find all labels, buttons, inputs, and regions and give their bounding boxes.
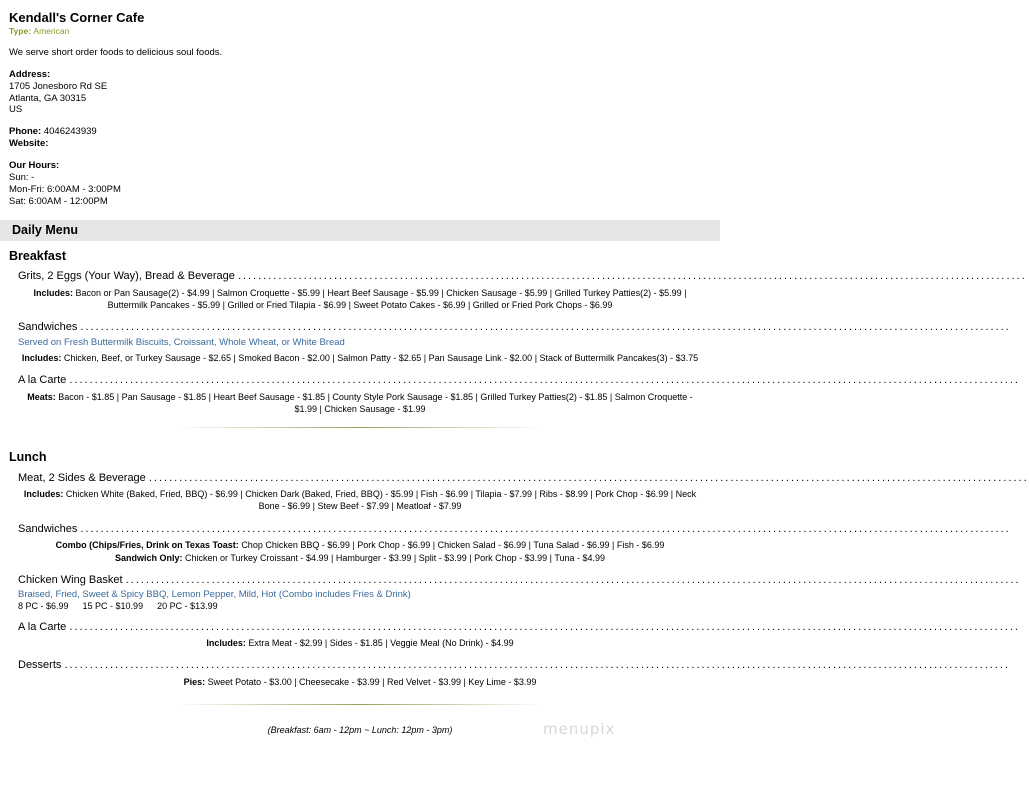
hours-label: Our Hours: [9, 160, 60, 171]
phone-number: 4046243939 [43, 126, 97, 138]
address-line1: 1705 Jonesboro Rd SE [9, 80, 108, 92]
divider [175, 427, 545, 428]
hours-sun: Sun: - [9, 171, 35, 183]
restaurant-description: We serve short order foods to delicious soul foods. [9, 46, 223, 58]
wing-price-20: 20 PC - $13.99 [157, 601, 218, 612]
wing-prices [18, 601, 711, 612]
address-line3: US [9, 104, 23, 116]
menu-page [9, 10, 1029, 737]
wing-price-8: 8 PC - $6.99 [18, 601, 69, 612]
hours-block [9, 160, 711, 208]
website-label: Website: [9, 138, 49, 150]
address-block [9, 69, 711, 117]
menu-item-subtitle: Braised, Fried, Sweet & Spicy BBQ, Lemon Pepper, Mild, Hot (Combo includes Fries & Drink) [18, 589, 411, 601]
service-hours-footer: (Breakfast: 6am - 12pm ~ Lunch: 12pm - 3pm) [267, 725, 453, 736]
contact-block [9, 126, 711, 150]
watermark-logo: menupix [543, 720, 616, 738]
hours-monfri: Mon-Fri: 6:00AM - 3:00PM [9, 183, 121, 195]
menu-item-subtitle: Served on Fresh Buttermilk Biscuits, Croissant, Whole Wheat, or White Bread [18, 336, 345, 348]
daily-menu-header: Daily Menu [0, 220, 720, 241]
divider [175, 704, 545, 705]
menu-item-heading: Sandwiches ........................................................................................................................................................................................ [18, 522, 1011, 535]
phone-label: Phone: [9, 126, 42, 138]
wing-price-15: 15 PC - $10.99 [82, 601, 144, 612]
hours-sat: Sat: 6:00AM - 12:00PM [9, 195, 108, 207]
menu-item-heading: Chicken Wing Basket ................................................................................................................................................................................. [18, 573, 1021, 586]
type-value: American [33, 26, 70, 37]
breakfast-heading: Breakfast [9, 248, 66, 263]
menu-item-detail: Includes: Chicken, Beef, or Turkey Sausage - $2.65 | Smoked Bacon - $2.00 | Salmon Patty - $2.65 | Pan Sausage Link - $2.00 | Stack of Buttermilk Pancakes(3) - $3.75 [21, 352, 699, 363]
menu-item-detail: Includes: Bacon or Pan Sausage(2) - $4.99 | Salmon Croquette - $5.99 | Heart Beef Sausage - $5.99 | Chicken Sausage - $5.99 | Grilled Turkey Patties(2) - $5.99 | Buttermilk Pancakes - $5.99 | Grilled or Fried Tilapia - $6.99 | Sweet Potato Cakes - $6.99 | Grilled or Fried Pork Chops - $6.99 [33, 287, 687, 311]
menu-item-detail: Pies: Sweet Potato - $3.00 | Cheesecake - $3.99 | Red Velvet - $3.99 | Key Lime - $3.99 [183, 677, 537, 688]
lunch-heading: Lunch [9, 449, 47, 464]
type-label: Type: [9, 26, 32, 37]
menu-item-heading: Desserts ........................................................................................................................................................................................... [18, 659, 1010, 672]
menu-item-detail: Combo (Chips/Fries, Drink on Texas Toast: Chop Chicken BBQ - $6.99 | Pork Chop - $6.99 | Chicken Salad - $6.99 | Tuna Salad - $6.99 | Fish - $6.99 Sandwich Only: Chicken or Turkey Croissant - $4.99 | Hamburger - $3.99 | Split - $3.99 | Pork Chop - $3.99 | Tuna - $4.99 [55, 540, 665, 563]
menu-item-detail: Includes: Chicken White (Baked, Fried, BBQ) - $6.99 | Chicken Dark (Baked, Fried, BBQ) - $5.99 | Fish - $6.99 | Tilapia - $7.99 | Ribs - $8.99 | Pork Chop - $6.99 | Neck Bone - $6.99 | Stew Beef - $7.99 | Meatloaf - $7.99 [23, 489, 697, 512]
menu-item-detail: Meats: Bacon - $1.85 | Pan Sausage - $1.85 | Heart Beef Sausage - $1.85 | County Style Pork Sausage - $1.85 | Grilled Turkey Patties(2) - $1.85 | Salmon Croquette - $1.99 | Chicken Sausage - $1.99 [27, 391, 693, 414]
address-label: Address: [9, 68, 51, 80]
menu-item-heading: A la Carte ............................................................................................................................................................................................ [18, 373, 1020, 386]
menu-item-heading: A la Carte ............................................................................................................................................................................................ [18, 620, 1020, 633]
cuisine-type [9, 26, 711, 37]
address-line2: Atlanta, GA 30315 [9, 92, 87, 104]
menu-item-heading: Sandwiches ........................................................................................................................................................................................ [18, 321, 1011, 334]
menu-item-heading: Grits, 2 Eggs (Your Way), Bread & Beverage ............................................................................................................................................................ [18, 270, 1027, 283]
menu-item-detail: Includes: Extra Meat - $2.99 | Sides - $1.85 | Veggie Meal (No Drink) - $4.99 [206, 638, 514, 649]
menu-item-heading: Meat, 2 Sides & Beverage .............................................................................................................................................................................. [18, 471, 1029, 484]
restaurant-name: Kendall's Corner Cafe [9, 10, 145, 25]
